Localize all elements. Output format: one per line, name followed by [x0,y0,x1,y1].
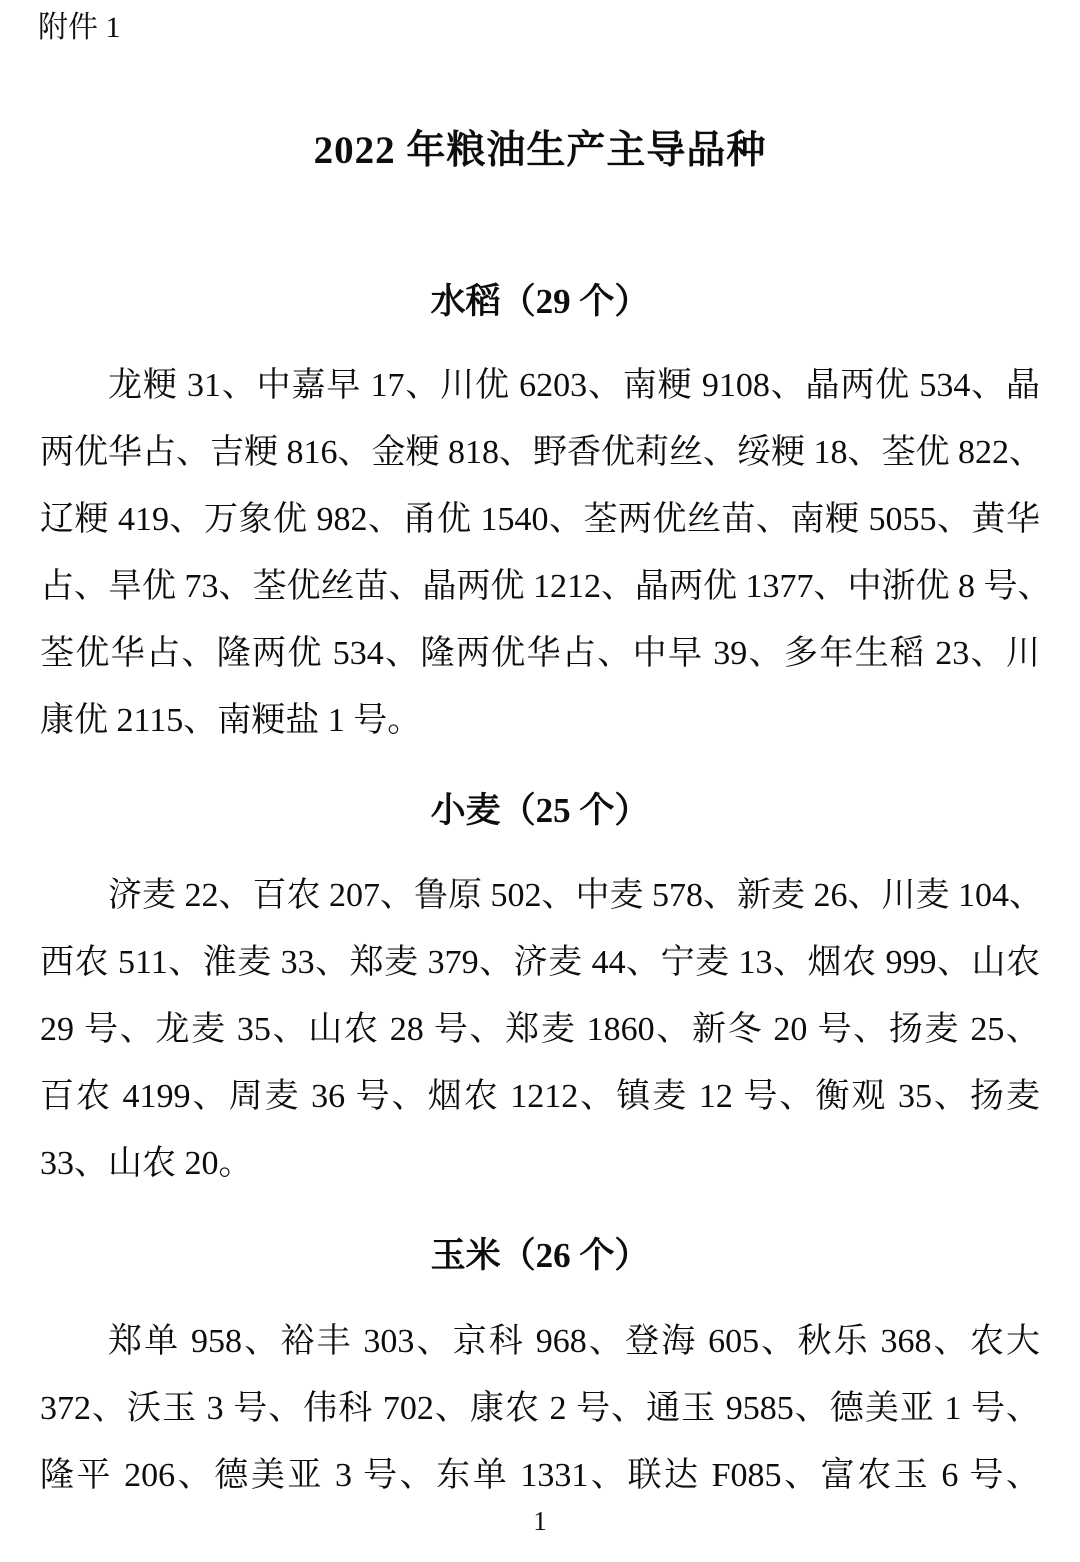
text-line: 康优 2115、南粳盐 1 号。 [40,702,422,739]
text-line: 荃优华占、隆两优 534、隆两优华占、中早 39、多年生稻 23、川 [40,635,1040,672]
text-line: 隆平 206、德美亚 3 号、东单 1331、联达 F085、富农玉 6 号、 [40,1457,1040,1494]
text-line: 辽粳 419、万象优 982、甬优 1540、荃两优丝苗、南粳 5055、黄华 [40,501,1040,538]
section-heading-wheat: 小麦（25 个） [430,791,650,830]
paragraph-wheat [40,862,1043,1197]
section-heading-corn: 玉米（26 个） [430,1236,650,1275]
attachment-label: 附件 1 [38,11,121,44]
text-line: 济麦 22、百农 207、鲁原 502、中麦 578、新麦 26、川麦 104、 [108,877,1043,914]
text-line: 龙粳 31、中嘉早 17、川优 6203、南粳 9108、晶两优 534、晶 [108,367,1040,404]
page-number: 1 [533,1506,547,1536]
section-heading-rice: 水稻（29 个） [430,282,650,321]
paragraph-rice [40,352,1052,754]
text-line: 两优华占、吉粳 816、金粳 818、野香优莉丝、绥粳 18、荃优 822、 [40,434,1043,471]
paragraph-corn [40,1308,1040,1509]
text-line: 33、山农 20。 [40,1145,253,1182]
text-line: 百农 4199、周麦 36 号、烟农 1212、镇麦 12 号、衡观 35、扬麦 [40,1078,1040,1115]
text-line: 郑单 958、裕丰 303、京科 968、登海 605、秋乐 368、农大 [108,1323,1040,1360]
text-line: 占、旱优 73、荃优丝苗、晶两优 1212、晶两优 1377、中浙优 8 号、 [40,568,1052,605]
text-line: 372、沃玉 3 号、伟科 702、康农 2 号、通玉 9585、德美亚 1 号、 [40,1390,1040,1427]
text-line: 29 号、龙麦 35、山农 28 号、郑麦 1860、新冬 20 号、扬麦 25、 [40,1011,1040,1048]
document-title: 2022 年粮油生产主导品种 [313,129,767,172]
text-line: 西农 511、淮麦 33、郑麦 379、济麦 44、宁麦 13、烟农 999、山农 [40,944,1040,981]
